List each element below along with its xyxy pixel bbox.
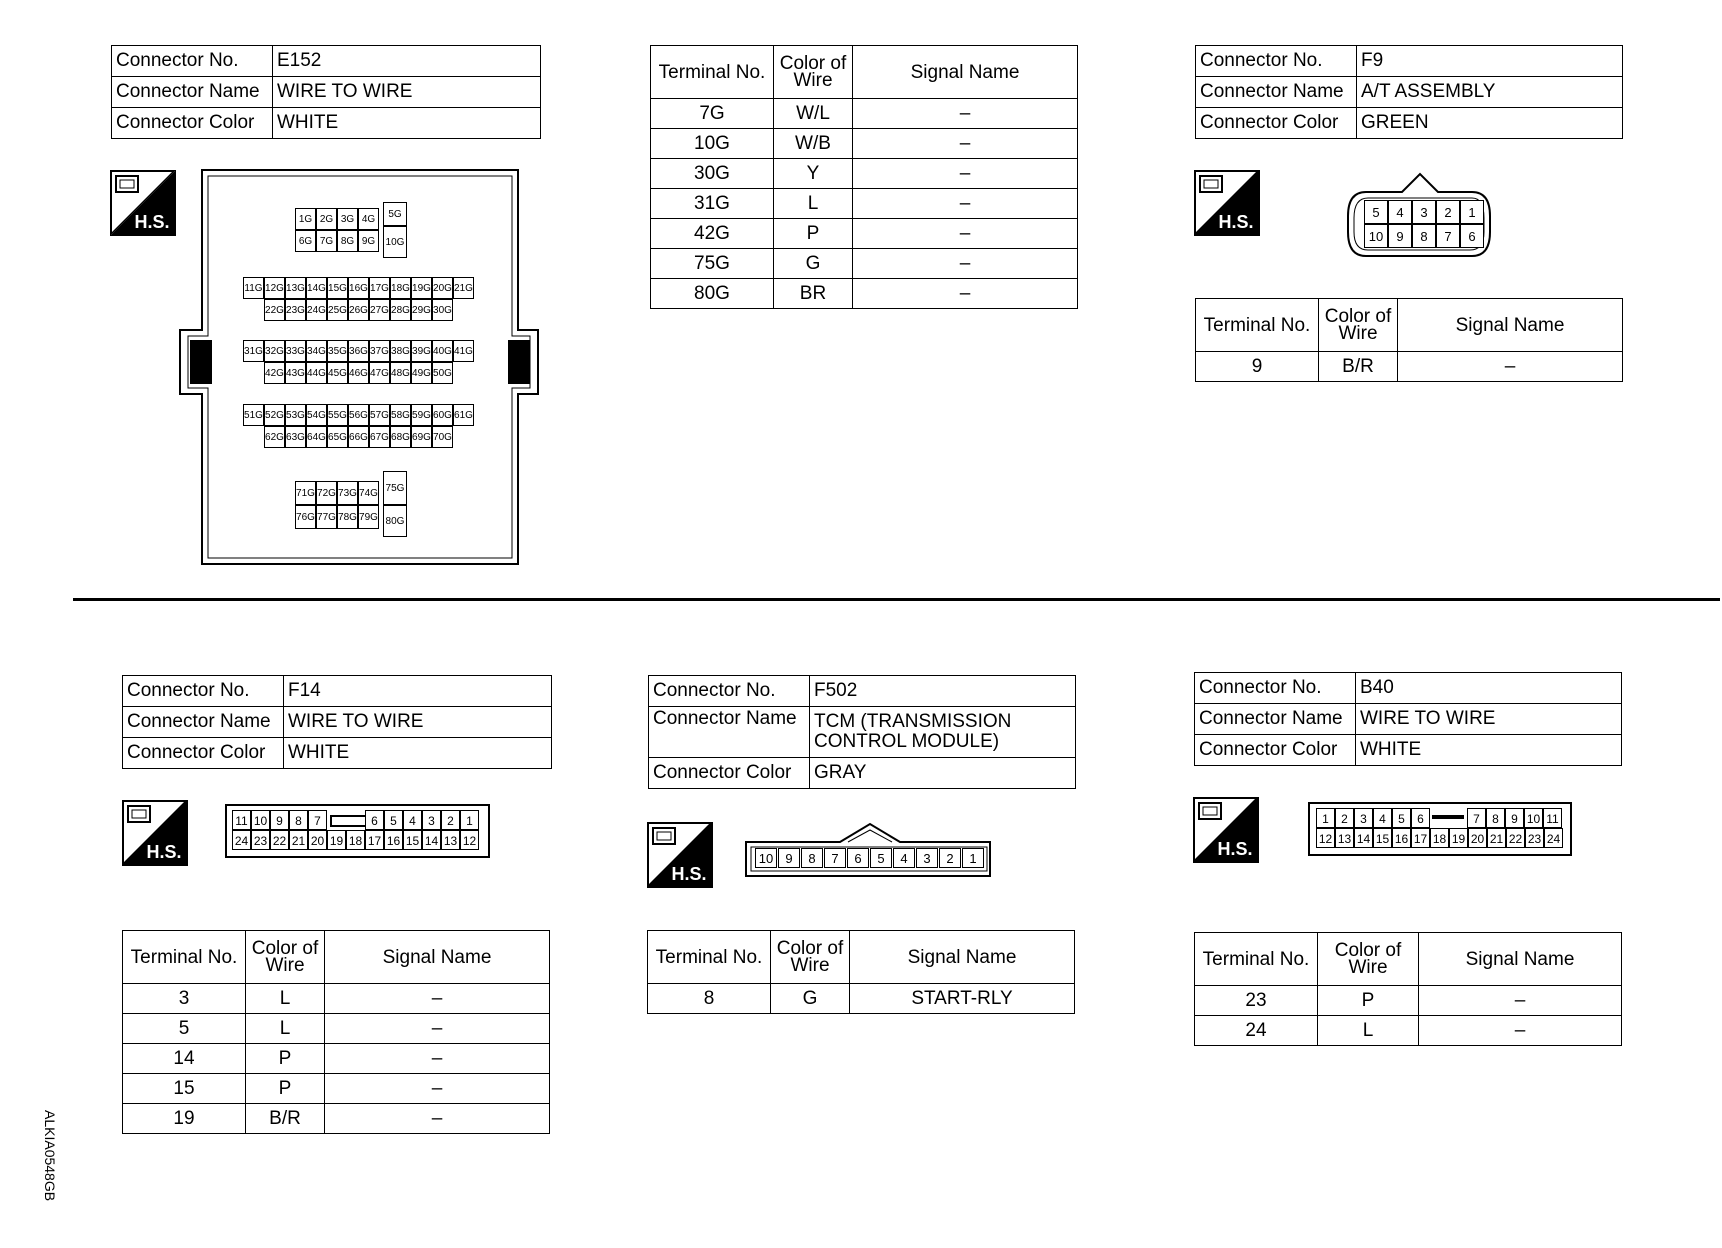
pin-cell: 34G (306, 340, 327, 362)
pin-cell: 53G (285, 404, 306, 426)
color-of-label: Color of (779, 53, 847, 74)
pin-cell: 13 (1335, 828, 1354, 848)
signal-name-cell: – (853, 219, 1078, 249)
table-row (1195, 1016, 1622, 1046)
wire-color-cell: L (246, 1014, 325, 1044)
label: Connector Name (649, 707, 810, 758)
label: Connector Name (1196, 77, 1357, 108)
wire-color-cell: BR (774, 279, 853, 309)
wire-color-cell: P (774, 219, 853, 249)
pin-cell: 52G (264, 404, 285, 426)
pin-cell: 51G (243, 404, 264, 426)
pin-cell: 29G (411, 299, 432, 321)
pin-cell: 71G (295, 481, 316, 505)
terminal-no-header: Terminal No. (123, 931, 246, 984)
wire-color-cell: G (771, 984, 850, 1014)
pin-cell: 2 (1335, 808, 1354, 828)
pin-cell: 33G (285, 340, 306, 362)
pin-cell: 3 (1354, 808, 1373, 828)
pin-cell: 9 (270, 810, 289, 830)
pin-cell: 3 (422, 810, 441, 830)
terminal-no-cell: 15 (123, 1074, 246, 1104)
label: Connector Color (123, 738, 284, 769)
color-header (774, 46, 853, 99)
color-of-label: Color of (251, 938, 319, 959)
signal-name-cell: – (325, 1104, 550, 1134)
connector-name-line1: TCM (TRANSMISSION (814, 711, 1012, 732)
connector-name (810, 707, 1076, 758)
table-row (651, 189, 1078, 219)
pin-cell: 16 (384, 830, 403, 850)
pin-cell: 1G (295, 208, 316, 230)
signal-name-header: Signal Name (1419, 933, 1622, 986)
pin-cell: 15 (403, 830, 422, 850)
pin-cell: 2G (316, 208, 337, 230)
pin-cell: 74G (358, 481, 379, 505)
pin-cell: 5 (384, 810, 403, 830)
table-row (648, 984, 1075, 1014)
pin-cell: 31G (243, 340, 264, 362)
pin-cell: 7 (824, 848, 846, 868)
label: Connector No. (112, 46, 273, 77)
pin-cell: 67G (369, 426, 390, 448)
pin-cell: 45G (327, 362, 348, 384)
terminal-no-header: Terminal No. (1196, 299, 1319, 352)
table-row (1195, 986, 1622, 1016)
pin-cell: 18G (390, 277, 411, 299)
pin-cell: 5 (1364, 200, 1388, 224)
connector-color: GRAY (810, 758, 1076, 789)
pin-cell: 8 (289, 810, 308, 830)
pin-cell: 10 (1524, 808, 1543, 828)
connector-color: WHITE (273, 108, 541, 139)
pin-cell: 10 (755, 848, 777, 868)
f502-info-table (648, 675, 1076, 789)
label: Connector Color (649, 758, 810, 789)
pin-cell: 32G (264, 340, 285, 362)
wire-color-cell: B/R (246, 1104, 325, 1134)
pin-cell: 6 (365, 810, 384, 830)
terminal-no-cell: 23 (1195, 986, 1318, 1016)
label: Connector No. (1195, 673, 1356, 704)
terminal-no-cell: 31G (651, 189, 774, 219)
table-row (123, 1014, 550, 1044)
connector-no: F9 (1357, 46, 1623, 77)
label: Connector No. (649, 676, 810, 707)
signal-name-cell: – (325, 1074, 550, 1104)
pin-cell: 49G (411, 362, 432, 384)
connector-no: F14 (284, 676, 552, 707)
pin-cell: 28G (390, 299, 411, 321)
table-row (123, 1104, 550, 1134)
pin-cell: 11G (243, 277, 264, 299)
terminal-no-cell: 24 (1195, 1016, 1318, 1046)
pin-cell: 76G (295, 505, 316, 529)
color-header (1319, 299, 1398, 352)
pin-cell: 3 (916, 848, 938, 868)
pin-cell: 46G (348, 362, 369, 384)
pin-cell: 43G (285, 362, 306, 384)
color-header (1318, 933, 1419, 986)
pin-cell: 21 (289, 830, 308, 850)
pin-cell: 22 (270, 830, 289, 850)
pin-cell: 12G (264, 277, 285, 299)
pin-cell: 23G (285, 299, 306, 321)
pin-cell: 54G (306, 404, 327, 426)
connector-color: WHITE (1356, 735, 1622, 766)
pin-cell: 14G (306, 277, 327, 299)
pin-cell: 57G (369, 404, 390, 426)
pin-cell: 15 (1373, 828, 1392, 848)
signal-name-header: Signal Name (853, 46, 1078, 99)
pin-cell: 21G (453, 277, 474, 299)
pin-cell: 78G (337, 505, 358, 529)
label: Connector Name (112, 77, 273, 108)
pin-cell: 68G (390, 426, 411, 448)
pin-cell: 11 (1543, 808, 1562, 828)
f502-terminal-table (647, 930, 1075, 1014)
pin-cell: 8 (1486, 808, 1505, 828)
pin-cell: 6 (847, 848, 869, 868)
pin-cell: 69G (411, 426, 432, 448)
terminal-no-cell: 5 (123, 1014, 246, 1044)
wire-label: Wire (265, 955, 305, 976)
pin-cell: 8G (337, 230, 358, 252)
table-row (651, 99, 1078, 129)
pin-cell: 4 (893, 848, 915, 868)
pin-cell: 72G (316, 481, 337, 505)
signal-name-cell: – (853, 129, 1078, 159)
label: Connector Name (1195, 704, 1356, 735)
pin-cell: 24 (1544, 828, 1563, 848)
pin-cell: 1 (1316, 808, 1335, 828)
terminal-no-cell: 75G (651, 249, 774, 279)
pin-cell: 2 (1436, 200, 1460, 224)
terminal-no-cell: 14 (123, 1044, 246, 1074)
pin-cell: 58G (390, 404, 411, 426)
signal-name-cell: START-RLY (850, 984, 1075, 1014)
pin-cell: 37G (369, 340, 390, 362)
pin-cell: 17 (1411, 828, 1430, 848)
pin-cell: 19 (327, 830, 346, 850)
pin-cell: 4 (403, 810, 422, 830)
latch-icon (330, 815, 368, 827)
pin-cell: 20 (1468, 828, 1487, 848)
pin-cell: 11 (232, 810, 251, 830)
pin-cell: 6 (1411, 808, 1430, 828)
pin-cell: 13 (441, 830, 460, 850)
color-of-label: Color of (776, 938, 844, 959)
f14-info-table (122, 675, 552, 769)
pin-cell: 7G (316, 230, 337, 252)
e152-terminal-table (650, 45, 1078, 309)
pin-cell: 64G (306, 426, 327, 448)
pin-cell: 22 (1506, 828, 1525, 848)
terminal-no-header: Terminal No. (648, 931, 771, 984)
pin-cell: 16 (1392, 828, 1411, 848)
connector-color: GREEN (1357, 108, 1623, 139)
pin-cell: 77G (316, 505, 337, 529)
pin-cell: 25G (327, 299, 348, 321)
connector-name: WIRE TO WIRE (284, 707, 552, 738)
signal-name-cell: – (1419, 986, 1622, 1016)
pin-cell: 23 (251, 830, 270, 850)
pin-cell: 41G (453, 340, 474, 362)
wire-color-cell: L (246, 984, 325, 1014)
signal-name-cell: – (853, 279, 1078, 309)
pin-cell: 9G (358, 230, 379, 252)
pin-cell: 10G (383, 226, 407, 258)
terminal-no-cell: 7G (651, 99, 774, 129)
wire-label: Wire (790, 955, 830, 976)
terminal-no-cell: 19 (123, 1104, 246, 1134)
pin-cell: 40G (432, 340, 453, 362)
signal-name-cell: – (1398, 352, 1623, 382)
signal-name-cell: – (325, 1044, 550, 1074)
signal-name-cell: – (325, 1014, 550, 1044)
pin-cell: 47G (369, 362, 390, 384)
pin-cell: 36G (348, 340, 369, 362)
terminal-no-cell: 8 (648, 984, 771, 1014)
pin-cell: 7 (1467, 808, 1486, 828)
signal-name-header: Signal Name (325, 931, 550, 984)
color-header (246, 931, 325, 984)
pin-cell: 3 (1412, 200, 1436, 224)
label: Connector Color (1195, 735, 1356, 766)
pin-cell: 35G (327, 340, 348, 362)
f9-terminal-table (1195, 298, 1623, 382)
pin-cell: 17G (369, 277, 390, 299)
wire-color-cell: G (774, 249, 853, 279)
pin-cell: 3G (337, 208, 358, 230)
pin-cell: 44G (306, 362, 327, 384)
pin-cell: 18 (1430, 828, 1449, 848)
label: Connector Color (1196, 108, 1357, 139)
table-row (651, 249, 1078, 279)
connector-name: A/T ASSEMBLY (1357, 77, 1623, 108)
pin-cell: 13G (285, 277, 306, 299)
pin-cell: 24G (306, 299, 327, 321)
pin-cell: 4 (1388, 200, 1412, 224)
wire-color-cell: W/B (774, 129, 853, 159)
pin-cell: 7 (1436, 224, 1460, 248)
terminal-no-cell: 42G (651, 219, 774, 249)
pin-cell: 20G (432, 277, 453, 299)
pin-cell: 12 (460, 830, 479, 850)
connector-no: E152 (273, 46, 541, 77)
table-row (123, 1074, 550, 1104)
table-row (651, 219, 1078, 249)
wire-color-cell: Y (774, 159, 853, 189)
pin-cell: 6 (1460, 224, 1484, 248)
pin-cell: 9 (778, 848, 800, 868)
hs-icon (647, 822, 713, 888)
pin-cell: 5 (1392, 808, 1411, 828)
table-row (651, 279, 1078, 309)
pin-cell: 59G (411, 404, 432, 426)
pin-cell: 26G (348, 299, 369, 321)
pin-cell: 5 (870, 848, 892, 868)
pin-cell: 9 (1388, 224, 1412, 248)
f14-terminal-table (122, 930, 550, 1134)
b40-info-table (1194, 672, 1622, 766)
pin-cell: 4 (1373, 808, 1392, 828)
pin-cell: 24 (232, 830, 251, 850)
pin-cell: 19G (411, 277, 432, 299)
hs-label: H.S. (146, 842, 182, 862)
wire-label: Wire (793, 70, 833, 91)
pin-cell: 17 (365, 830, 384, 850)
table-row (651, 159, 1078, 189)
pin-cell: 23 (1525, 828, 1544, 848)
pin-cell: 50G (432, 362, 453, 384)
pin-cell: 42G (264, 362, 285, 384)
pin-cell: 63G (285, 426, 306, 448)
pin-cell: 19 (1449, 828, 1468, 848)
color-of-label: Color of (1324, 306, 1392, 327)
pin-cell: 2 (441, 810, 460, 830)
wire-label: Wire (1338, 323, 1378, 344)
pin-cell: 80G (383, 505, 407, 537)
pin-cell: 18 (346, 830, 365, 850)
wire-color-cell: P (1318, 986, 1419, 1016)
pin-cell: 9 (1505, 808, 1524, 828)
color-header (771, 931, 850, 984)
terminal-no-cell: 9 (1196, 352, 1319, 382)
hs-icon (1194, 170, 1260, 236)
e152-info-table (111, 45, 541, 139)
pin-cell: 15G (327, 277, 348, 299)
signal-name-cell: – (853, 249, 1078, 279)
pin-cell: 10 (251, 810, 270, 830)
table-row (1196, 352, 1623, 382)
table-row (651, 129, 1078, 159)
b40-terminal-table (1194, 932, 1622, 1046)
figure-code: ALKIA0548GB (42, 1110, 58, 1202)
label: Connector No. (1196, 46, 1357, 77)
pin-cell: 56G (348, 404, 369, 426)
terminal-no-cell: 10G (651, 129, 774, 159)
signal-name-cell: – (853, 159, 1078, 189)
pin-cell: 14 (422, 830, 441, 850)
connector-no: B40 (1356, 673, 1622, 704)
label: Connector No. (123, 676, 284, 707)
pin-cell: 61G (453, 404, 474, 426)
pin-cell: 7 (308, 810, 327, 830)
wire-color-cell: L (774, 189, 853, 219)
terminal-no-cell: 30G (651, 159, 774, 189)
pin-cell: 10 (1364, 224, 1388, 248)
connector-color: WHITE (284, 738, 552, 769)
terminal-no-header: Terminal No. (651, 46, 774, 99)
pin-cell: 38G (390, 340, 411, 362)
pin-cell: 70G (432, 426, 453, 448)
pin-cell: 1 (1460, 200, 1484, 224)
wire-color-cell: W/L (774, 99, 853, 129)
hs-icon (1193, 797, 1259, 863)
pin-cell: 66G (348, 426, 369, 448)
label: Connector Name (123, 707, 284, 738)
table-row (123, 984, 550, 1014)
pin-cell: 1 (962, 848, 984, 868)
signal-name-header: Signal Name (1398, 299, 1623, 352)
pin-cell: 27G (369, 299, 390, 321)
wire-color-cell: P (246, 1044, 325, 1074)
pin-cell: 12 (1316, 828, 1335, 848)
terminal-no-header: Terminal No. (1195, 933, 1318, 986)
pin-cell: 22G (264, 299, 285, 321)
wire-color-cell: P (246, 1074, 325, 1104)
pin-cell: 75G (383, 471, 407, 505)
latch-icon (1432, 815, 1464, 819)
pin-cell: 30G (432, 299, 453, 321)
pin-cell: 1 (460, 810, 479, 830)
hs-icon (110, 170, 176, 236)
color-of-label: Color of (1334, 940, 1402, 961)
pin-cell: 39G (411, 340, 432, 362)
pin-cell: 55G (327, 404, 348, 426)
terminal-no-cell: 3 (123, 984, 246, 1014)
connector-no: F502 (810, 676, 1076, 707)
signal-name-cell: – (1419, 1016, 1622, 1046)
hs-label: H.S. (1218, 212, 1254, 232)
pin-cell: 21 (1487, 828, 1506, 848)
hs-label: H.S. (671, 864, 707, 884)
pin-cell: 79G (358, 505, 379, 529)
terminal-no-cell: 80G (651, 279, 774, 309)
wire-label: Wire (1348, 957, 1388, 978)
signal-name-cell: – (853, 99, 1078, 129)
pin-cell: 2 (939, 848, 961, 868)
signal-name-cell: – (853, 189, 1078, 219)
signal-name-header: Signal Name (850, 931, 1075, 984)
hs-label: H.S. (1217, 839, 1253, 859)
connector-name: WIRE TO WIRE (273, 77, 541, 108)
signal-name-cell: – (325, 984, 550, 1014)
connector-name: WIRE TO WIRE (1356, 704, 1622, 735)
wire-color-cell: B/R (1319, 352, 1398, 382)
pin-cell: 20 (308, 830, 327, 850)
pin-cell: 48G (390, 362, 411, 384)
wire-color-cell: L (1318, 1016, 1419, 1046)
pin-cell: 65G (327, 426, 348, 448)
pin-cell: 16G (348, 277, 369, 299)
connector-name-line2: CONTROL MODULE) (814, 731, 1000, 752)
pin-cell: 4G (358, 208, 379, 230)
f9-info-table (1195, 45, 1623, 139)
pin-cell: 14 (1354, 828, 1373, 848)
pin-cell: 62G (264, 426, 285, 448)
pin-cell: 60G (432, 404, 453, 426)
label: Connector Color (112, 108, 273, 139)
pin-cell: 8 (801, 848, 823, 868)
section-divider (73, 598, 1720, 601)
pin-cell: 8 (1412, 224, 1436, 248)
pin-cell: 6G (295, 230, 316, 252)
hs-label: H.S. (134, 212, 170, 232)
hs-icon (122, 800, 188, 866)
pin-cell: 5G (383, 202, 407, 226)
pin-cell: 73G (337, 481, 358, 505)
table-row (123, 1044, 550, 1074)
